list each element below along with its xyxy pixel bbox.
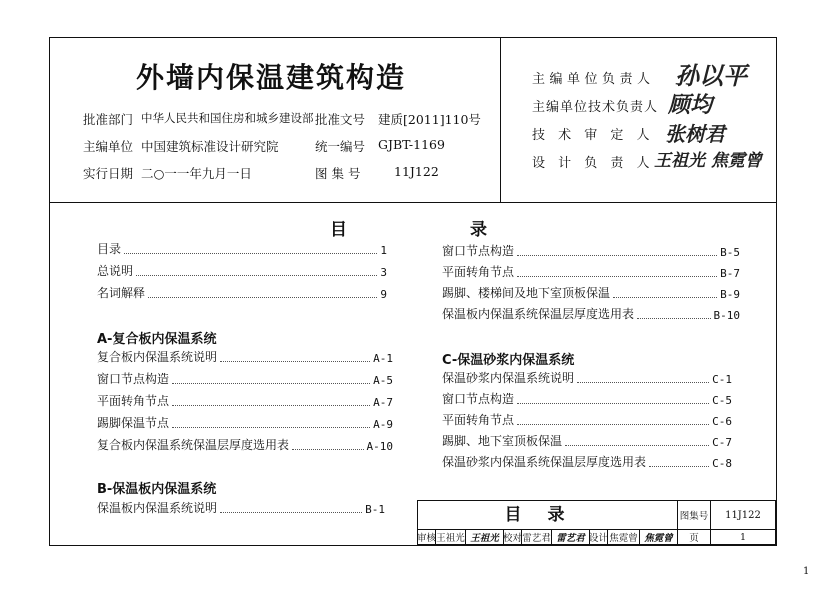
toc-leader-dots [517, 255, 717, 256]
toc-heading-right: 录 [470, 220, 487, 240]
drawing-frame [49, 37, 777, 546]
header-divider [50, 202, 776, 203]
toc-entry-title: 窗口节点构造 [442, 392, 515, 406]
toc-entry-title: 保温板内保温系统说明 [97, 501, 218, 515]
toc-entry-title: 总说明 [97, 264, 134, 278]
toc-entry-page: C-7 [712, 436, 732, 449]
toc-entry-page: 3 [380, 266, 387, 279]
toc-entry-page: A-5 [373, 374, 393, 387]
toc-entry-page: B-10 [713, 309, 740, 322]
toc-entry-page: A-9 [373, 418, 393, 431]
title-block [417, 500, 776, 545]
tb-checker-sig: 雷艺君 [552, 530, 590, 545]
toc-entry-title: 保温砂浆内保温系统保温层厚度选用表 [442, 455, 647, 469]
toc-entry-page: C-8 [712, 457, 732, 470]
toc-entry [97, 415, 393, 431]
section-b-heading: B-保温板内保温系统 [97, 482, 217, 497]
toc-leader-dots [136, 275, 377, 276]
toc-entry-title: 踢脚、楼梯间及地下室顶板保温 [442, 286, 611, 300]
tb-designer-sig: 焦霓曾 [640, 530, 678, 545]
toc-entry-page: A-10 [366, 440, 393, 453]
tb-check-label: 校对 [504, 530, 522, 545]
tb-reviewer: 王祖光 [436, 530, 466, 545]
toc-leader-dots [292, 449, 363, 450]
unified-no-label: 统一编号 [315, 139, 366, 154]
section-a-heading: A-复合板内保温系统 [97, 332, 217, 347]
toc-entry-title: 窗口节点构造 [97, 372, 170, 386]
toc-leader-dots [613, 297, 717, 298]
toc-entry-title: 复合板内保温系统保温层厚度选用表 [97, 438, 290, 452]
toc-entry [97, 241, 387, 257]
toc-leader-dots [172, 383, 370, 384]
approve-doc: 建质[2011]110号 [378, 112, 481, 127]
atlas-no-label: 图 集 号 [315, 166, 361, 181]
tb-designer: 焦霓曾 [608, 530, 640, 545]
toc-entry [442, 285, 740, 301]
toc-entry [97, 263, 387, 279]
toc-entry-title: 复合板内保温系统说明 [97, 350, 218, 364]
toc-entry [97, 500, 385, 516]
editor-unit: 中国建筑标准设计研究院 [141, 139, 279, 154]
toc-entry [442, 412, 732, 428]
effective-label: 实行日期 [83, 166, 134, 181]
toc-entry-page: C-6 [712, 415, 732, 428]
tb-page-no: 1 [711, 530, 776, 545]
signature-4: 王祖光 焦霓曾 [654, 151, 762, 171]
approve-doc-label: 批准文号 [315, 112, 366, 127]
tb-checker: 雷艺君 [522, 530, 552, 545]
tb-page-label: 页 [678, 530, 711, 545]
toc-leader-dots [148, 297, 377, 298]
toc-entry-page: B-9 [720, 288, 740, 301]
toc-leader-dots [517, 403, 709, 404]
toc-entry-page: 9 [380, 288, 387, 301]
toc-entry-title: 平面转角节点 [442, 413, 515, 427]
toc-leader-dots [517, 276, 717, 277]
toc-leader-dots [172, 405, 370, 406]
tb-design-label: 设计 [590, 530, 608, 545]
toc-entry [97, 349, 393, 365]
toc-entry [442, 454, 732, 470]
corner-page-number: 1 [803, 566, 810, 577]
toc-entry-page: C-1 [712, 373, 732, 386]
toc-entry-title: 名词解释 [97, 286, 146, 300]
atlas-no: 11J122 [394, 164, 439, 179]
tb-atlas-label: 图集号 [678, 501, 711, 530]
toc-entry [97, 371, 393, 387]
toc-entry-title: 踢脚、地下室顶板保温 [442, 434, 563, 448]
toc-entry-page: B-1 [365, 503, 385, 516]
toc-entry-page: A-1 [373, 352, 393, 365]
toc-entry [442, 391, 732, 407]
toc-leader-dots [517, 424, 709, 425]
signature-2: 顾均 [668, 92, 713, 118]
signature-1: 孙以平 [675, 61, 747, 90]
toc-leader-dots [220, 361, 370, 362]
editor-unit-label: 主编单位 [83, 139, 134, 154]
signature-3: 张树君 [665, 122, 725, 146]
toc-leader-dots [220, 512, 362, 513]
toc-entry [442, 370, 732, 386]
toc-entry-page: B-5 [720, 246, 740, 259]
toc-entry [442, 306, 740, 322]
toc-entry [442, 264, 740, 280]
toc-entry-title: 保温砂浆内保温系统说明 [442, 371, 575, 385]
tb-reviewer-sig: 王祖光 [466, 530, 504, 545]
toc-entry [97, 437, 393, 453]
toc-entry [442, 243, 740, 259]
toc-leader-dots [637, 318, 710, 319]
toc-leader-dots [649, 466, 709, 467]
toc-entry-page: A-7 [373, 396, 393, 409]
section-c-heading: C-保温砂浆内保温系统 [442, 353, 575, 368]
toc-leader-dots [124, 253, 377, 254]
toc-entry-title: 踢脚保温节点 [97, 416, 170, 430]
toc-leader-dots [565, 445, 709, 446]
responsible-label-3: 技 术 审 定 人 [532, 128, 655, 143]
toc-leader-dots [172, 427, 370, 428]
atlas-title: 外墙内保温建筑构造 [136, 61, 407, 94]
effective-date: 二○一一年九月一日 [141, 166, 252, 181]
toc-entry-title: 保温板内保温系统保温层厚度选用表 [442, 307, 635, 321]
tb-atlas-no: 11J122 [711, 501, 776, 530]
responsible-label-2: 主编单位技术负责人 [532, 100, 659, 115]
toc-entry [97, 393, 393, 409]
toc-entry-title: 平面转角节点 [97, 394, 170, 408]
responsible-label-4: 设 计 负 责 人 [532, 156, 655, 171]
toc-entry [442, 433, 732, 449]
toc-entry-title: 目录 [97, 242, 122, 256]
title-block-title: 目录 [418, 501, 678, 530]
toc-leader-dots [577, 382, 709, 383]
toc-heading-left: 目 [330, 220, 347, 240]
toc-entry-page: 1 [380, 244, 387, 257]
toc-entry-page: B-7 [720, 267, 740, 280]
tb-review-label: 审核 [418, 530, 436, 545]
unified-no: GJBT-1169 [378, 137, 445, 152]
toc-entry [97, 285, 387, 301]
toc-entry-page: C-5 [712, 394, 732, 407]
responsible-label-1: 主编单位负责人 [532, 72, 655, 87]
approve-dept-label: 批准部门 [83, 112, 134, 127]
toc-entry-title: 平面转角节点 [442, 265, 515, 279]
approve-dept: 中华人民共和国住房和城乡建设部 [141, 111, 314, 125]
toc-entry-title: 窗口节点构造 [442, 244, 515, 258]
